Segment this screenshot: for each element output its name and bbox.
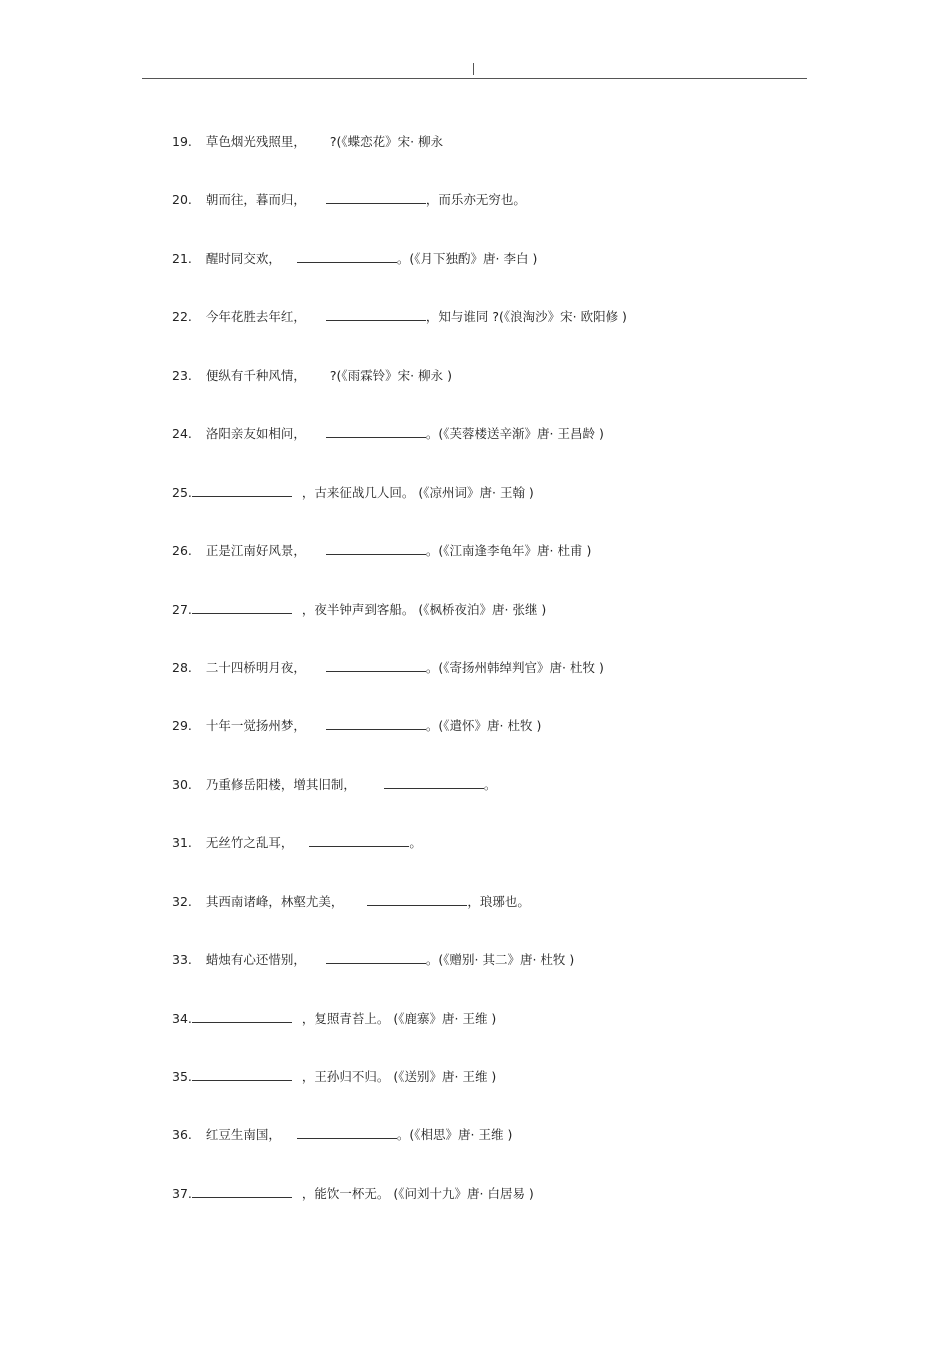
question-prompt: 正是江南好风景， xyxy=(205,543,306,559)
question-23 xyxy=(172,367,812,425)
question-number: 33. xyxy=(172,952,192,968)
question-prompt: 朝而往，暮而归， xyxy=(205,192,306,208)
answer-blank[interactable] xyxy=(367,893,467,906)
question-prompt: 草色烟光残照里， xyxy=(205,134,306,149)
question-number: 27. xyxy=(172,601,192,617)
question-19 xyxy=(172,133,812,191)
question-prompt: 便纵有千种风情， xyxy=(205,367,306,383)
question-24 xyxy=(172,425,812,483)
answer-blank[interactable] xyxy=(326,659,426,672)
question-number: 28. xyxy=(172,659,192,675)
question-continuation: ，琅琊也。 xyxy=(467,893,530,909)
question-number: 20. xyxy=(172,192,192,208)
question-21 xyxy=(172,250,812,308)
question-continuation: 。(《相思》唐· 王维 ) xyxy=(396,1127,513,1143)
question-continuation: ?(《蝶恋花》宋· 柳永 xyxy=(329,134,444,149)
question-33 xyxy=(172,951,812,1009)
question-number: 37. xyxy=(172,1185,192,1201)
question-37 xyxy=(172,1185,812,1243)
question-30 xyxy=(172,776,812,834)
answer-blank[interactable] xyxy=(326,191,426,204)
question-29 xyxy=(172,717,812,775)
answer-blank[interactable] xyxy=(326,951,426,964)
header-rule xyxy=(142,78,807,79)
question-continuation: 。(《芙蓉楼送辛渐》唐· 王昌龄 ) xyxy=(425,426,604,442)
question-number: 31. xyxy=(172,835,192,851)
question-34 xyxy=(172,1010,812,1068)
question-number: 22. xyxy=(172,309,192,325)
question-number: 35. xyxy=(172,1069,192,1084)
question-prompt: 醒时同交欢， xyxy=(205,250,281,266)
question-continuation: ，能饮一杯无。 (《问刘十九》唐· 白居易 ) xyxy=(301,1185,534,1201)
answer-blank[interactable] xyxy=(326,542,426,555)
question-continuation: ，古来征战几人回。 (《凉州词》唐· 王翰 ) xyxy=(301,484,534,500)
question-number: 24. xyxy=(172,426,192,442)
question-continuation: ?(《雨霖铃》宋· 柳永 ) xyxy=(329,367,452,383)
question-26 xyxy=(172,542,812,600)
question-number: 19. xyxy=(172,134,192,149)
answer-blank[interactable] xyxy=(192,484,292,497)
question-number: 34. xyxy=(172,1010,192,1026)
answer-blank[interactable] xyxy=(384,776,484,789)
question-continuation: 。(《遣怀》唐· 杜牧 ) xyxy=(425,718,542,734)
question-prompt: 其西南诸峰，林壑尤美， xyxy=(205,893,344,909)
question-number: 32. xyxy=(172,893,192,909)
question-continuation: ，复照青苔上。 (《鹿寨》唐· 王维 ) xyxy=(301,1010,497,1026)
question-25 xyxy=(172,484,812,542)
question-number: 36. xyxy=(172,1127,192,1143)
question-number: 23. xyxy=(172,367,192,383)
question-continuation: 。(《江南逢李龟年》唐· 杜甫 ) xyxy=(425,543,592,559)
question-number: 26. xyxy=(172,543,192,559)
question-number: 25. xyxy=(172,484,192,500)
question-prompt: 乃重修岳阳楼，增其旧制， xyxy=(205,776,356,792)
answer-blank[interactable] xyxy=(192,1185,292,1198)
answer-blank[interactable] xyxy=(192,1068,292,1081)
answer-blank[interactable] xyxy=(192,1010,292,1023)
question-number: 30. xyxy=(172,776,192,792)
question-continuation: 。(《寄扬州韩绰判官》唐· 杜牧 ) xyxy=(425,659,604,675)
header-tick xyxy=(473,63,474,75)
question-prompt: 蜡烛有心还惜别， xyxy=(205,952,306,968)
question-27 xyxy=(172,601,812,659)
answer-blank[interactable] xyxy=(192,601,292,614)
question-35 xyxy=(172,1068,812,1126)
question-continuation: ，夜半钟声到客船。 (《枫桥夜泊》唐· 张继 ) xyxy=(301,601,547,617)
answer-blank[interactable] xyxy=(326,425,426,438)
answer-blank[interactable] xyxy=(297,250,397,263)
question-36 xyxy=(172,1126,812,1184)
answer-blank[interactable] xyxy=(326,717,426,730)
question-continuation: 。(《月下独酌》唐· 李白 ) xyxy=(396,250,538,266)
question-prompt: 红豆生南国， xyxy=(205,1127,281,1143)
question-continuation: ，知与谁同 ?(《浪淘沙》宋· 欧阳修 ) xyxy=(425,309,627,325)
question-prompt: 洛阳亲友如相问， xyxy=(205,426,306,442)
question-prompt: 今年花胜去年红， xyxy=(205,309,306,325)
question-list xyxy=(172,133,812,1243)
question-prompt: 十年一觉扬州梦， xyxy=(205,718,306,734)
question-28 xyxy=(172,659,812,717)
question-continuation: 。(《赠别· 其二》唐· 杜牧 ) xyxy=(425,952,575,968)
question-continuation: 。 xyxy=(483,776,497,792)
question-continuation: 。 xyxy=(409,835,422,851)
answer-blank[interactable] xyxy=(326,308,426,321)
answer-blank[interactable] xyxy=(297,1126,397,1139)
question-continuation: ，而乐亦无穷也。 xyxy=(425,192,526,208)
question-31 xyxy=(172,834,812,892)
question-number: 29. xyxy=(172,718,192,734)
question-prompt: 二十四桥明月夜， xyxy=(205,659,306,675)
question-32 xyxy=(172,893,812,951)
answer-blank[interactable] xyxy=(309,834,409,847)
question-20 xyxy=(172,191,812,249)
question-prompt: 无丝竹之乱耳， xyxy=(205,835,294,851)
question-continuation: ，王孙归不归。 (《送别》唐· 王维 ) xyxy=(301,1069,497,1084)
question-22 xyxy=(172,308,812,366)
question-number: 21. xyxy=(172,250,192,266)
